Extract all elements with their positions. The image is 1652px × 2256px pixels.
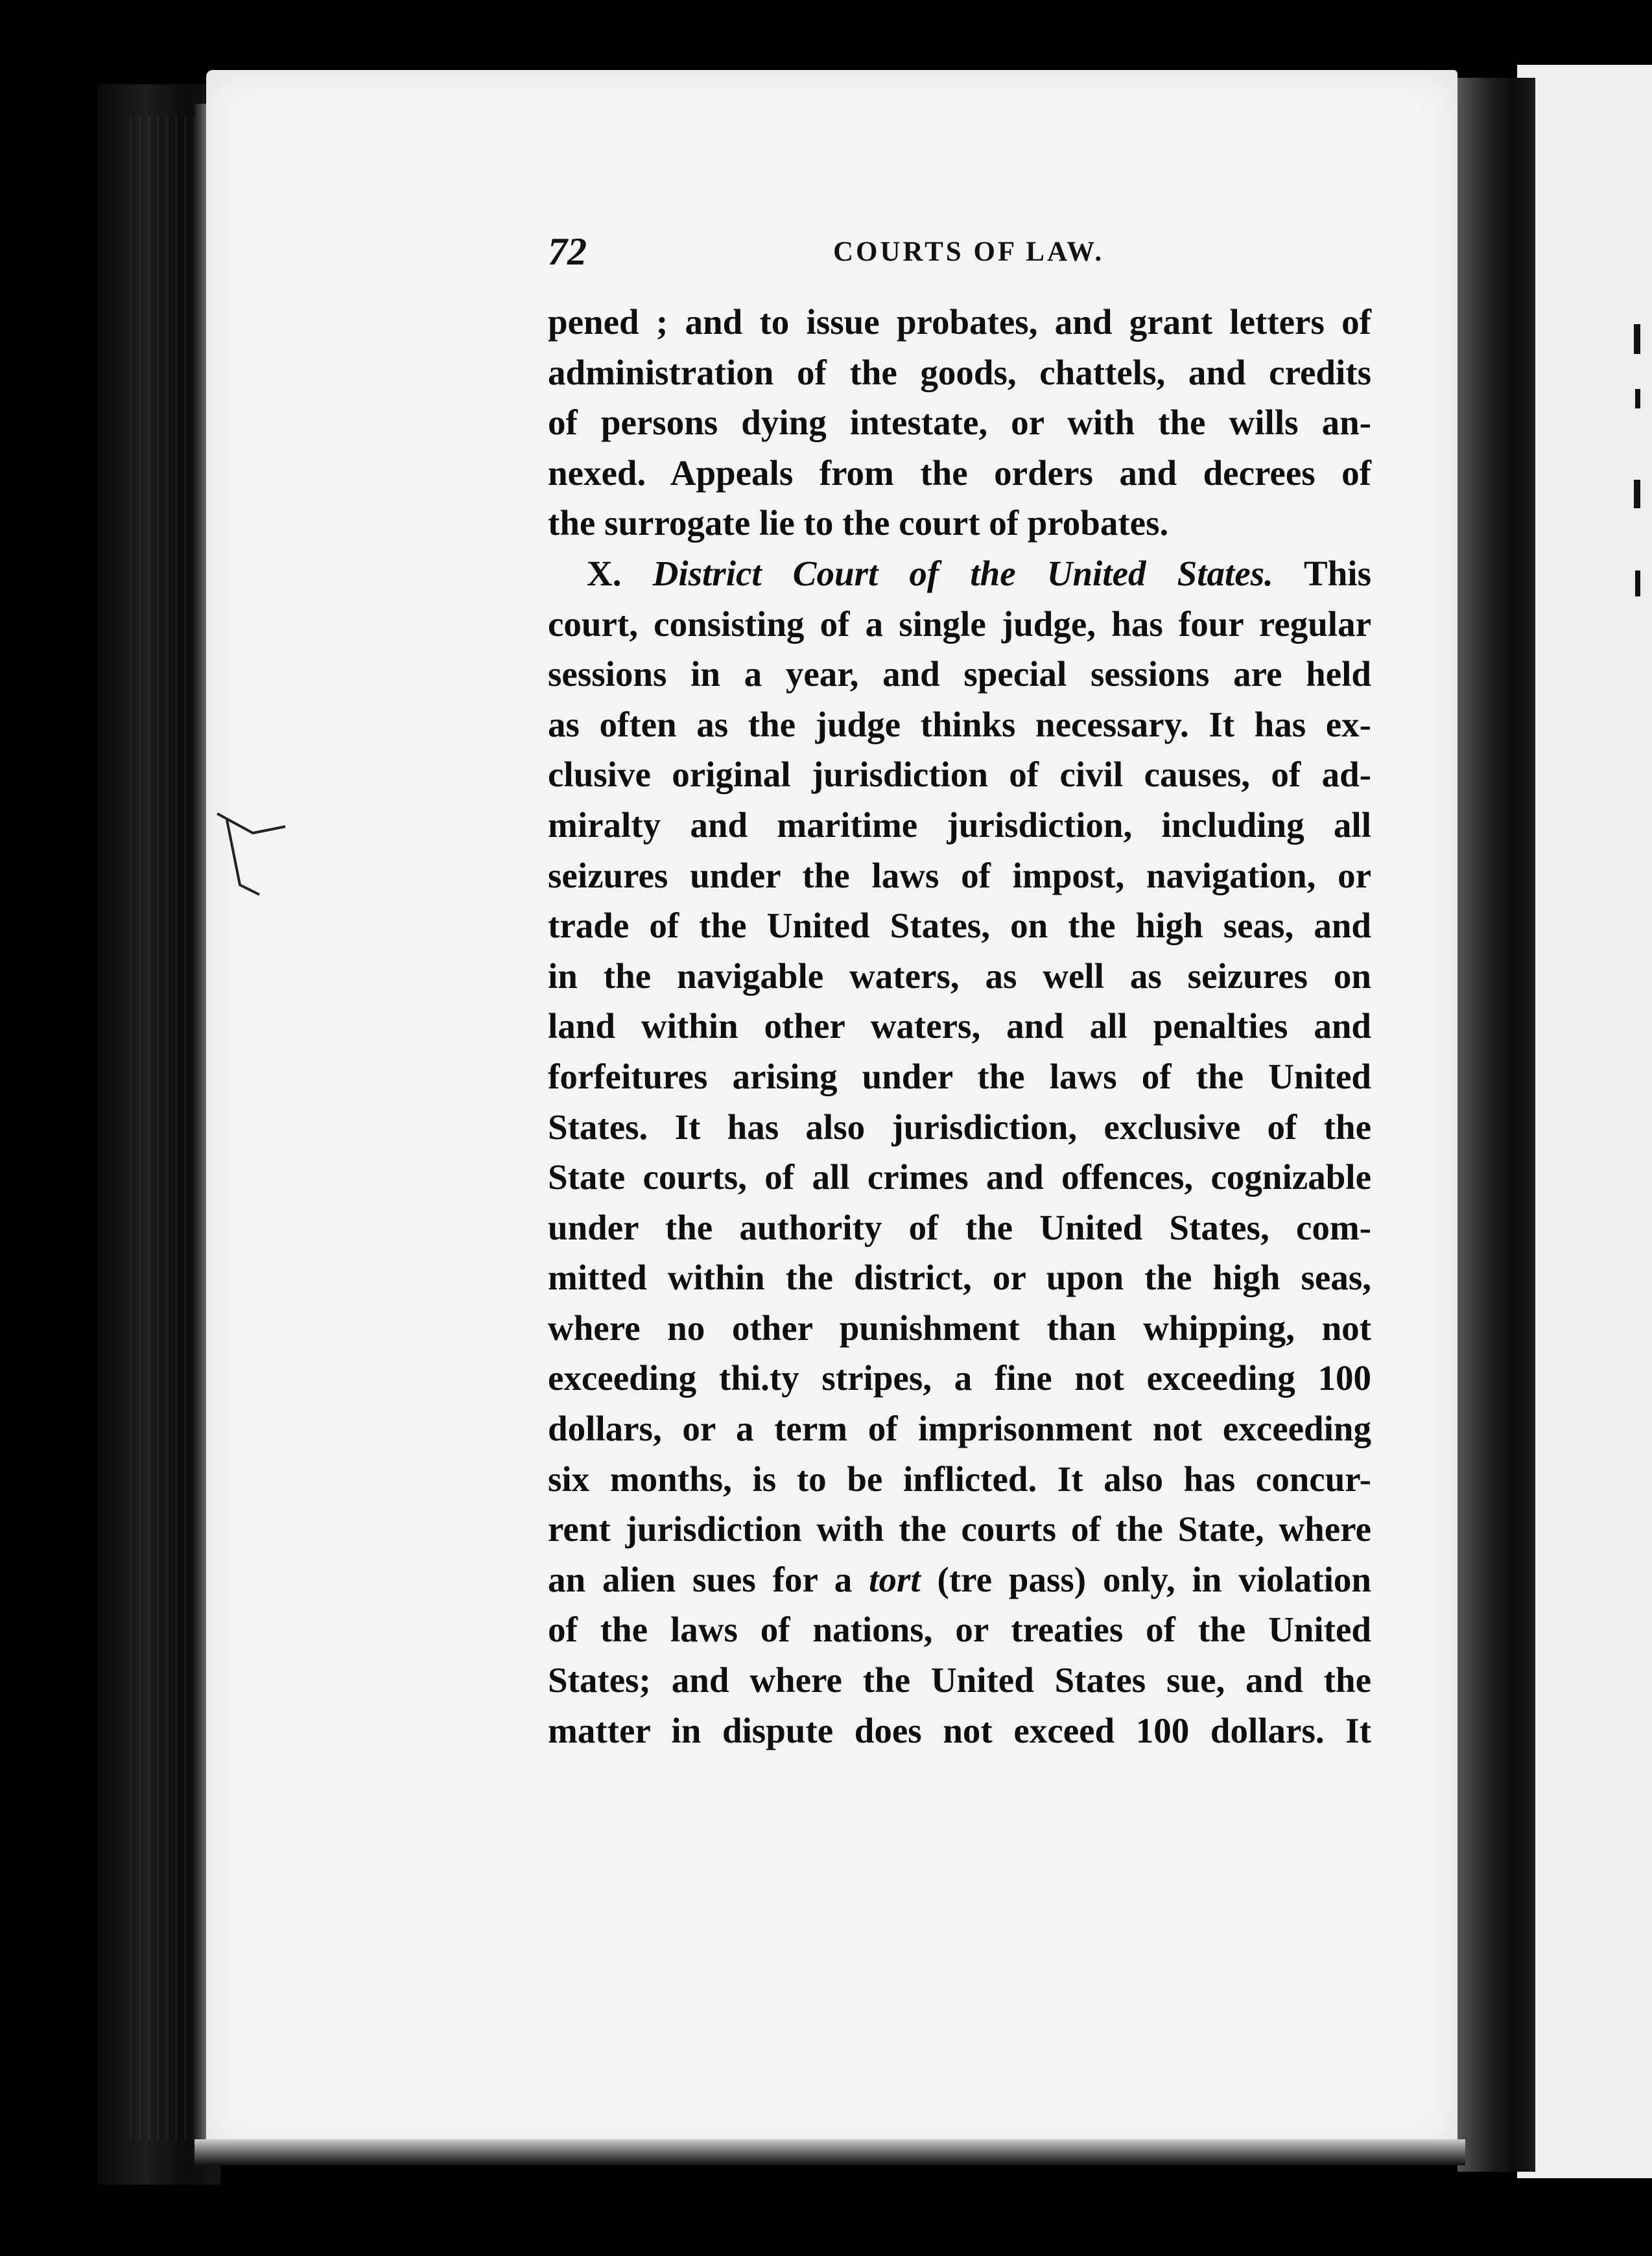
text-line: of the laws of nations, or treaties of the United [548,1610,1371,1650]
page-header [548,229,1371,275]
running-title: COURTS OF LAW. [833,237,1105,267]
section-heading-line [548,548,1371,599]
gutter-shadow [1457,78,1535,2172]
text-line: six months, is to be inflicted. It also has concur- [548,1459,1371,1499]
text-line: pened ; and to issue probates, and grant letters of [548,302,1371,342]
text-line: mitted within the district, or upon the high seas, [548,1258,1371,1298]
text-line: forfeitures arising under the laws of the United [548,1056,1371,1096]
text-line: as often as the judge thinks necessary. It has ex- [548,704,1371,744]
page-number: 72 [548,230,587,273]
text-line: sessions in a year, and special sessions are held [548,654,1371,694]
text-line: rent jurisdiction with the courts of the State, where [548,1509,1371,1549]
text-line: administration of the goods, chattels, and credits [548,352,1371,392]
text-line: miralty and maritime jurisdiction, including all [548,805,1371,845]
page-tear-mark [214,807,292,898]
text-line: exceeding thi.ty stripes, a fine not exceeding 100 [548,1358,1371,1398]
text-line: States; and where the United States sue, and the [548,1660,1371,1700]
text-line: of persons dying intestate, or with the wills an- [548,403,1371,443]
spine-texture [130,117,201,2139]
facing-page-edge [1517,65,1652,2178]
text-line: State courts, of all crimes and offences, cognizable [548,1157,1371,1197]
section-title: District Court of the United States. [652,553,1273,593]
text-line: where no other punishment than whipping, not [548,1308,1371,1348]
italic-term: tort [869,1559,921,1599]
section-number: X. [587,553,653,593]
text-line: under the authority of the United States, com- [548,1207,1371,1247]
text-line: court, consisting of a single judge, has four regular [548,604,1371,644]
text-line: matter in dispute does not exceed 100 dollars. It [548,1710,1371,1750]
text-line: dollars, or a term of imprisonment not exceeding [548,1409,1371,1449]
text-line: States. It has also jurisdiction, exclusive of the [548,1107,1371,1147]
line-end: (tre pass) only, in violation [920,1559,1371,1599]
text-line: trade of the United States, on the high seas, and [548,906,1371,946]
text-line: clusive original jurisdiction of civil causes, of ad- [548,755,1371,795]
text-line: seizures under the laws of impost, navigation, or [548,855,1371,895]
text-line-with-italic [548,1555,1371,1605]
page-bottom-edge [195,2139,1465,2165]
text-line: land within other waters, and all penalties and [548,1006,1371,1046]
section-heading-tail: This [1273,553,1371,593]
text-line: in the navigable waters, as well as seizures on [548,956,1371,996]
text-line: the surrogate lie to the court of probates. [548,503,1169,543]
body-text [548,297,1371,1756]
text-line: nexed. Appeals from the orders and decrees of [548,452,1371,493]
line-start: an alien sues for a [548,1559,869,1599]
